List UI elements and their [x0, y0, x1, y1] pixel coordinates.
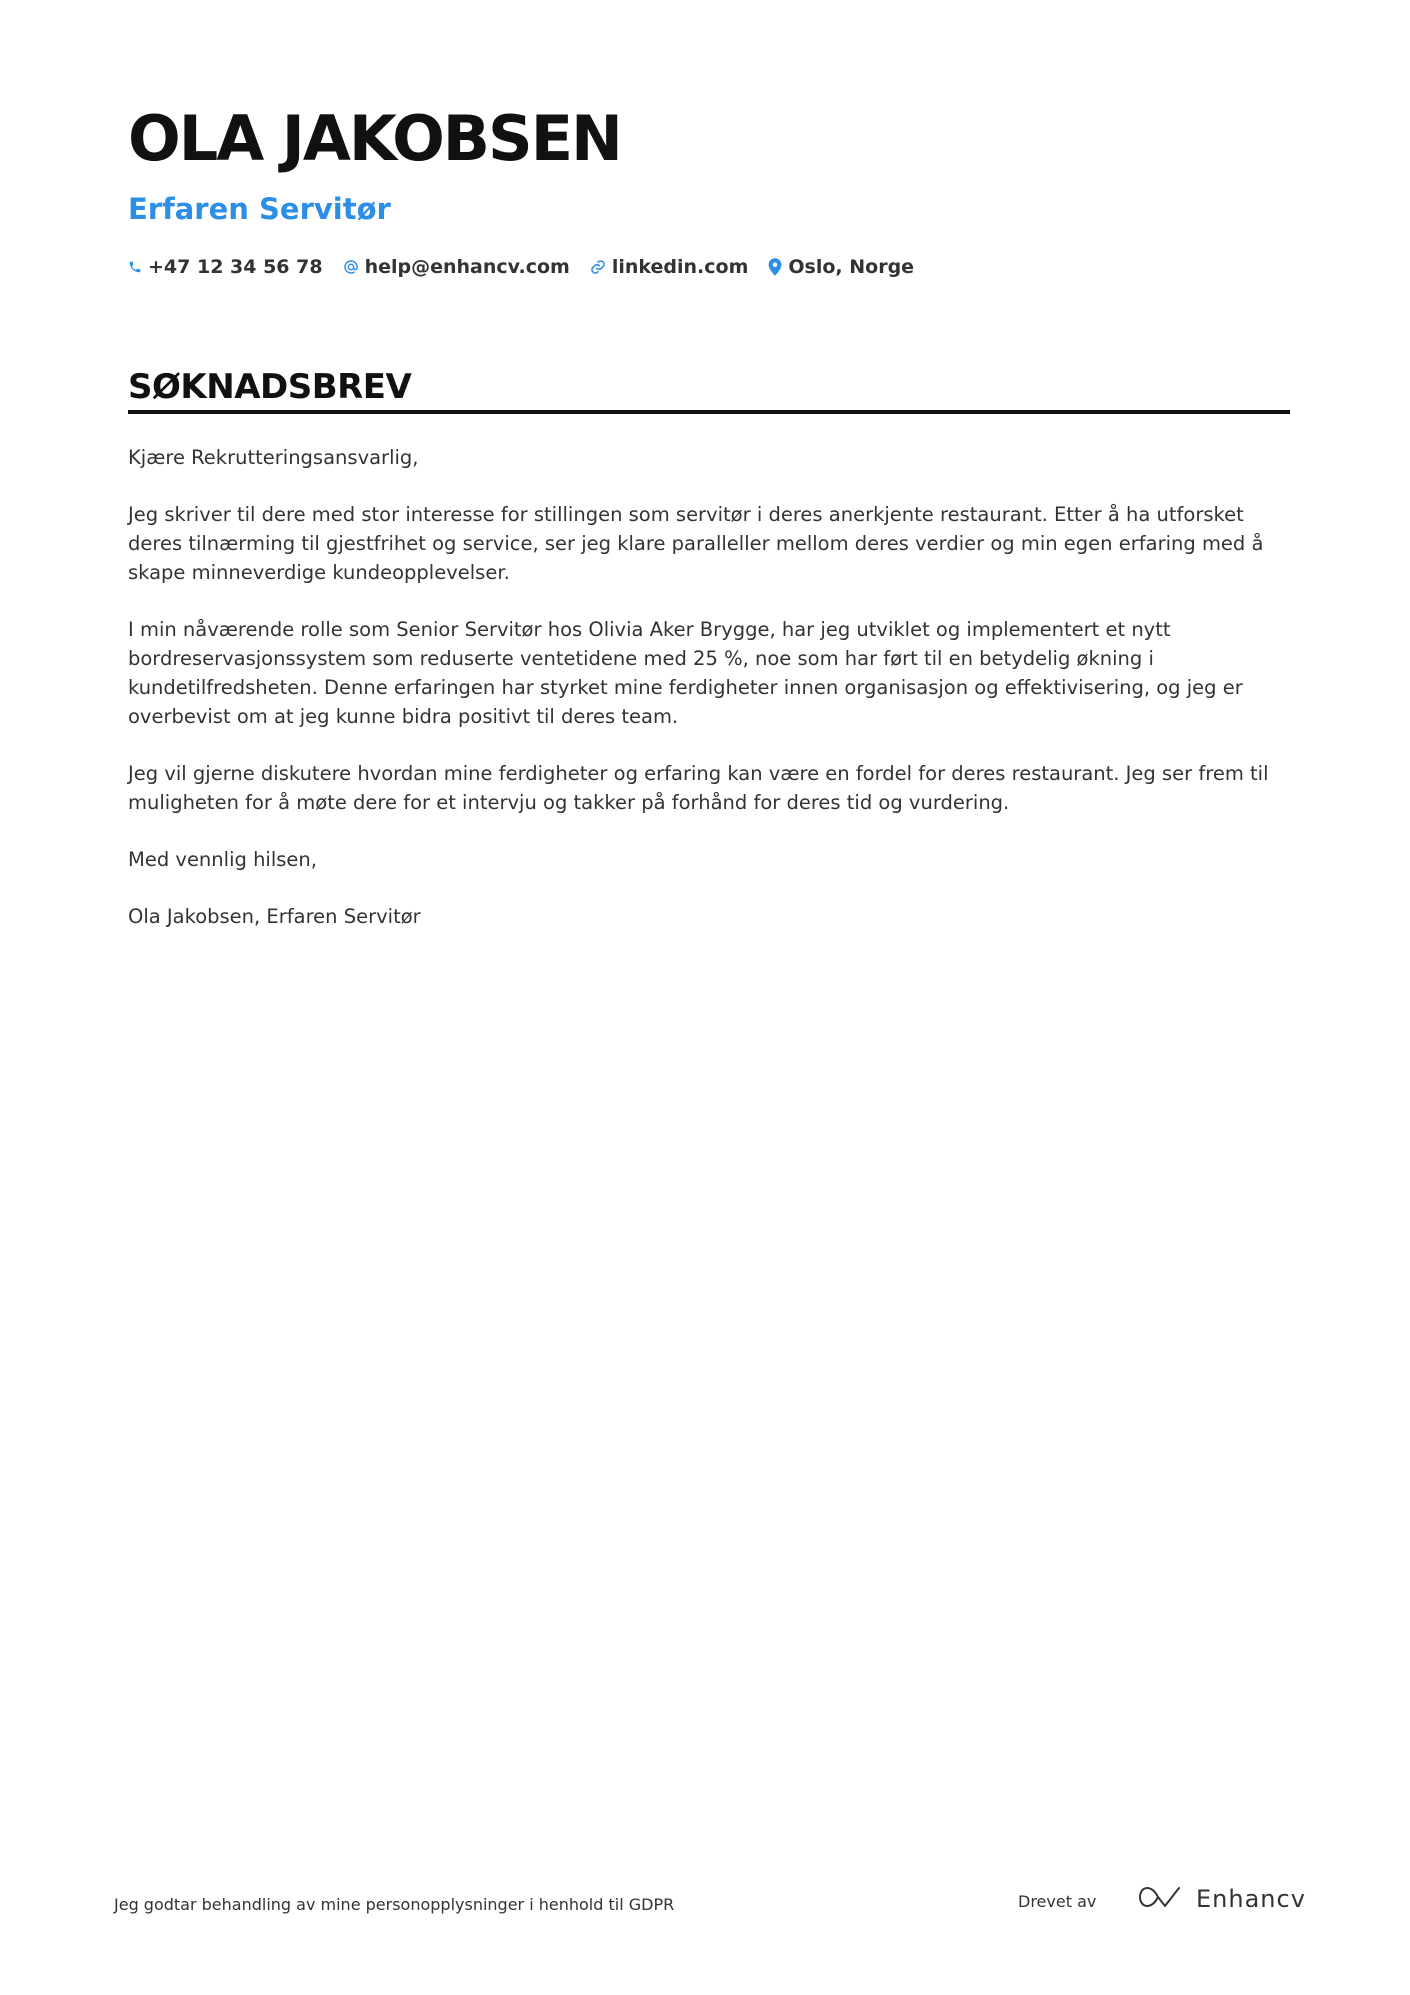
letter-body	[128, 443, 1293, 959]
letter-paragraph: I min nåværende rolle som Senior Servitør hos Olivia Aker Brygge, har jeg utviklet og implementert et nytt bordreservasjonssystem som reduserte ventetidene med 25 %, noe som har ført til en betydelig økning i kundetilfredsheten. Denne erfaringen har styrket mine ferdigheter innen organisasjon og effektivisering, og jeg er overbevist om at jeg kunne bidra positivt til deres team.	[128, 618, 1243, 728]
enhancv-logo-icon	[1138, 1884, 1184, 1914]
letter-closing: Med vennlig hilsen,	[128, 848, 317, 871]
location-pin-icon	[768, 258, 782, 276]
applicant-name: OLA JAKOBSEN	[128, 102, 621, 175]
brand-name: Enhancv	[1196, 1885, 1306, 1913]
applicant-title: Erfaren Servitør	[128, 192, 391, 226]
letter-signature: Ola Jakobsen, Erfaren Servitør	[128, 905, 421, 928]
gdpr-consent-text: Jeg godtar behandling av mine personopplysninger i henhold til GDPR	[114, 1895, 675, 1914]
link-icon	[590, 259, 606, 275]
letter-salutation: Kjære Rekrutteringsansvarlig,	[128, 446, 419, 469]
enhancv-brand[interactable]	[1138, 1884, 1306, 1914]
letter-paragraph: Jeg vil gjerne diskutere hvordan mine ferdigheter og erfaring kan være en fordel for deres restaurant. Jeg ser frem til muligheten for å møte dere for et intervju og takker på forhånd for deres tid og vurdering.	[128, 762, 1269, 814]
phone-text: +47 12 34 56 78	[148, 256, 323, 278]
email-text[interactable]: help@enhancv.com	[364, 256, 570, 278]
linkedin-text[interactable]: linkedin.com	[611, 256, 749, 278]
phone-icon	[128, 259, 142, 275]
contact-email[interactable]	[343, 256, 570, 278]
contact-bar	[128, 256, 914, 278]
location-text: Oslo, Norge	[788, 256, 915, 278]
at-icon	[343, 259, 359, 275]
contact-phone	[128, 256, 323, 278]
contact-linkedin[interactable]	[590, 256, 749, 278]
contact-location	[768, 256, 914, 278]
section-heading: SØKNADSBREV	[128, 367, 412, 407]
letter-paragraph: Jeg skriver til dere med stor interesse for stillingen som servitør i deres anerkjente restaurant. Etter å ha utforsket deres tilnærming til gjestfrihet og service, ser jeg klare paralleller mellom deres verdier og min egen erfaring med å skape minneverdige kundeopplevelser.	[128, 503, 1264, 584]
powered-by-label: Drevet av	[1018, 1892, 1097, 1911]
section-divider	[128, 410, 1290, 414]
